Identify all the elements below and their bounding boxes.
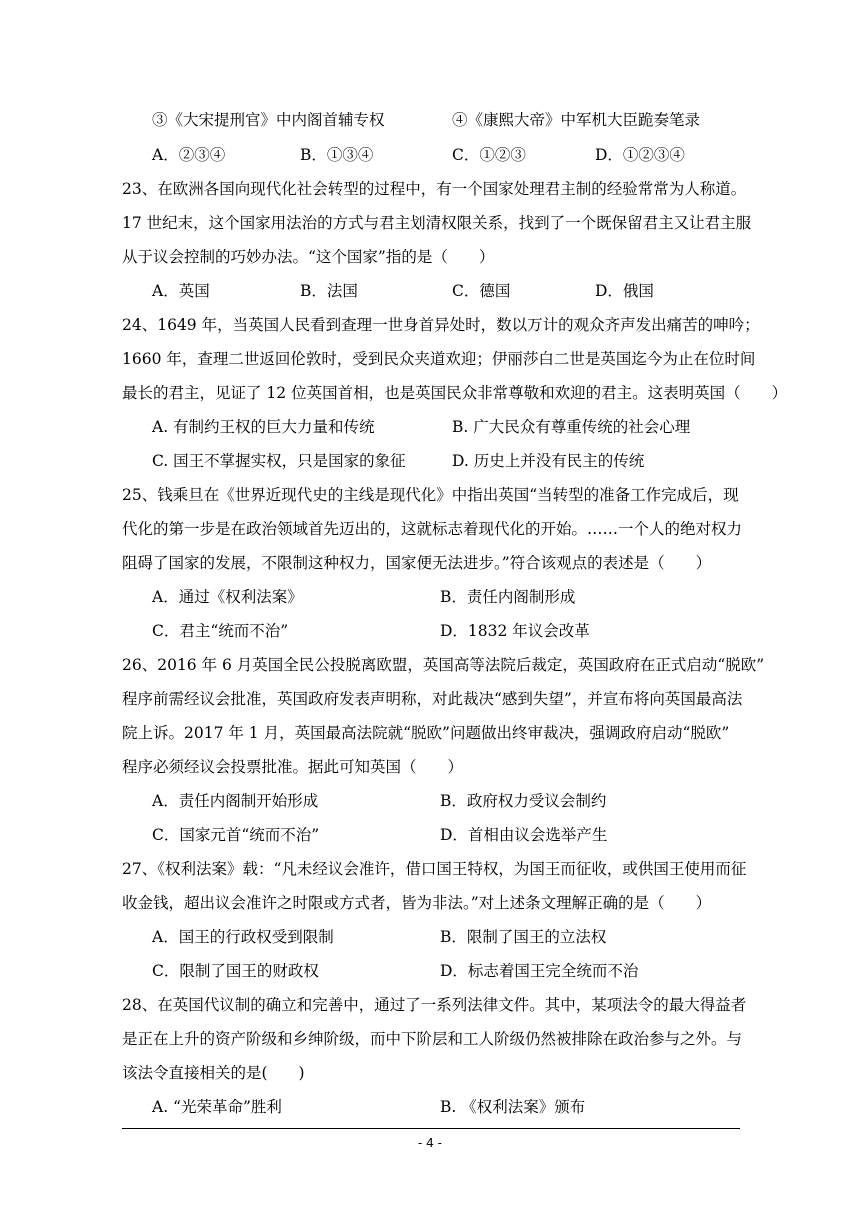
q25-line-3: 阻碍了国家的发展，不限制这种权力，国家便无法进步。”符合该观点的表述是（ ） bbox=[122, 554, 712, 572]
q28-option-b: B. 《权利法案》颁布 bbox=[440, 1098, 586, 1116]
footer-divider bbox=[122, 1128, 740, 1129]
q23-option-b: B．法国 bbox=[300, 282, 358, 300]
q25-line-1: 25、钱乘旦在《世界近现代史的主线是现代化》中指出英国“当转型的准备工作完成后，现 bbox=[122, 486, 739, 504]
q24-option-a: A. 有制约王权的巨大力量和传统 bbox=[152, 418, 375, 436]
q27-option-c: C．限制了国王的财政权 bbox=[152, 962, 319, 980]
q26-line-3: 院上诉。2017 年 1 月，英国最高法院就“脱欧”问题做出终审裁决，强调政府启动“脱欧” bbox=[122, 724, 730, 742]
q24-line-1: 24、1649 年，当英国人民看到查理一世身首异处时，数以万计的观众齐声发出痛苦的呻吟； bbox=[122, 316, 760, 334]
prev-option-a: A．②③④ bbox=[152, 146, 226, 164]
q25-line-2: 代化的第一步是在政治领域首先迈出的，这就标志着现代化的开始。……一个人的绝对权力 bbox=[122, 520, 743, 538]
q28-line-1: 28、在英国代议制的确立和完善中，通过了一系列法律文件。其中，某项法令的最大得益者 bbox=[122, 996, 747, 1014]
q24-line-3: 最长的君主，见证了 12 位英国首相，也是英国民众非常尊敬和欢迎的君主。这表明英国（ ） bbox=[122, 384, 788, 402]
q27-option-d: D．标志着国王完全统而不治 bbox=[440, 962, 639, 980]
q23-option-a: A．英国 bbox=[152, 282, 210, 300]
q23-line-2: 17 世纪末，这个国家用法治的方式与君主划清权限关系，找到了一个既保留君主又让君主服 bbox=[122, 214, 752, 232]
q25-option-c: C．君主“统而不治” bbox=[152, 622, 289, 640]
q28-line-3: 该法令直接相关的是( ) bbox=[122, 1064, 305, 1082]
prev-option-c: C．①②③ bbox=[452, 146, 526, 164]
q28-option-a: A. “光荣革命”胜利 bbox=[152, 1098, 282, 1116]
q23-option-c: C．德国 bbox=[452, 282, 511, 300]
q26-option-a: A．责任内阁制开始形成 bbox=[152, 792, 319, 810]
prev-item-4: ④《康熙大帝》中军机大臣跪奏笔录 bbox=[452, 111, 701, 129]
q24-option-b: B. 广大民众有尊重传统的社会心理 bbox=[452, 418, 691, 436]
q25-option-b: B．责任内阁制形成 bbox=[440, 588, 576, 606]
q25-option-d: D．1832 年议会改革 bbox=[440, 622, 590, 640]
q26-option-d: D．首相由议会选举产生 bbox=[440, 826, 608, 844]
q25-option-a: A．通过《权利法案》 bbox=[152, 588, 303, 606]
prev-option-d: D．①②③④ bbox=[595, 146, 685, 164]
q27-option-b: B．限制了国王的立法权 bbox=[440, 928, 607, 946]
q27-line-1: 27、《权利法案》载：“凡未经议会准许，借口国王特权，为国王而征收，或供国王使用而征 bbox=[122, 860, 747, 878]
prev-item-3: ③《大宋提刑官》中内阁首辅专权 bbox=[152, 111, 385, 129]
q26-option-b: B．政府权力受议会制约 bbox=[440, 792, 607, 810]
q28-line-2: 是正在上升的资产阶级和乡绅阶级，而中下阶层和工人阶级仍然被排除在政治参与之外。与 bbox=[122, 1030, 743, 1048]
q24-line-2: 1660 年，查理二世返回伦敦时，受到民众夹道欢迎；伊丽莎白二世是英国迄今为止在位时间 bbox=[122, 350, 756, 368]
q27-option-a: A．国王的行政权受到限制 bbox=[152, 928, 334, 946]
q24-option-c: C. 国王不掌握实权，只是国家的象征 bbox=[152, 452, 406, 470]
page-number: - 4 - bbox=[418, 1136, 442, 1150]
q26-option-c: C．国家元首“统而不治” bbox=[152, 826, 320, 844]
q26-line-2: 程序前需经议会批准，英国政府发表声明称，对此裁决“感到失望”，并宣布将向英国最高法 bbox=[122, 690, 743, 708]
q26-line-4: 程序必须经议会投票批准。据此可知英国（ ） bbox=[122, 758, 464, 776]
q23-line-3: 从于议会控制的巧妙办法。“这个国家”指的是（ ） bbox=[122, 248, 495, 266]
q23-line-1: 23、在欧洲各国向现代化社会转型的过程中，有一个国家处理君主制的经验常常为人称道。 bbox=[122, 180, 747, 198]
q27-line-2: 收金钱，超出议会准许之时限或方式者，皆为非法。”对上述条文理解正确的是（ ） bbox=[122, 894, 712, 912]
q24-option-d: D. 历史上并没有民主的传统 bbox=[452, 452, 645, 470]
prev-option-b: B．①③④ bbox=[300, 146, 374, 164]
q26-line-1: 26、2016 年 6 月英国全民公投脱离欧盟，英国高等法院后裁定，英国政府在正式启动“脱欧” bbox=[122, 656, 765, 674]
q23-option-d: D．俄国 bbox=[595, 282, 654, 300]
